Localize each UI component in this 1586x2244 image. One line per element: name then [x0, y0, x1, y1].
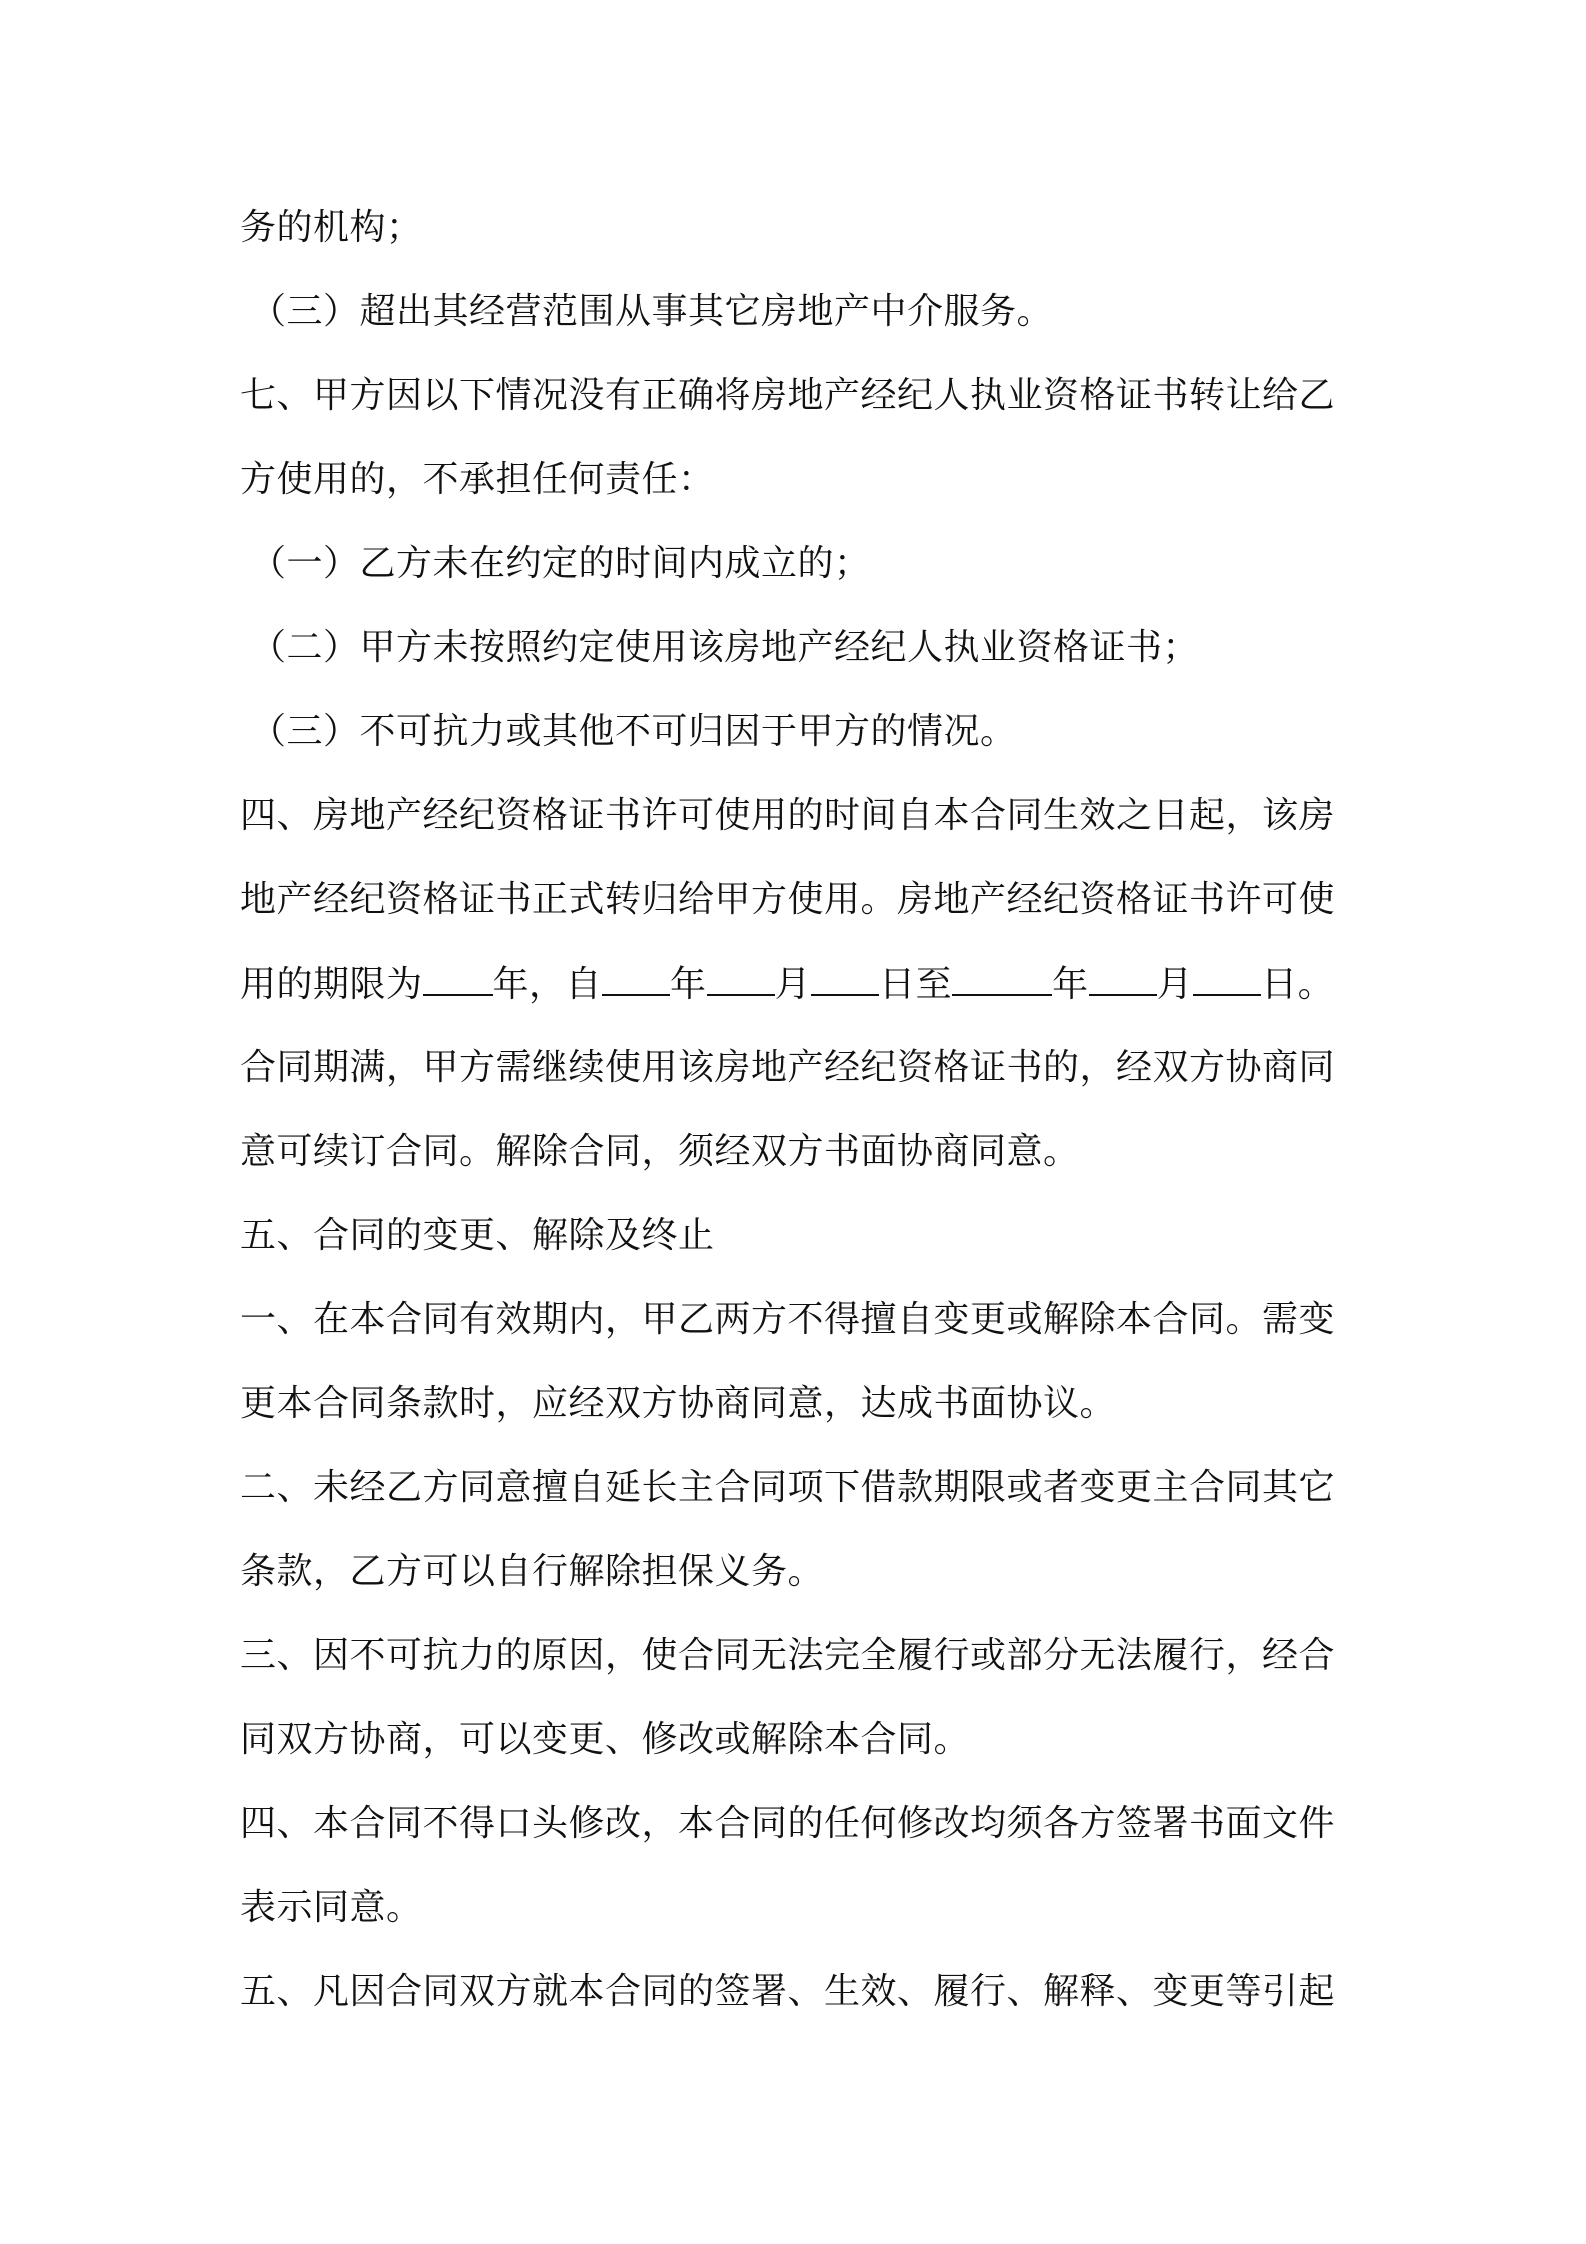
start-year-unit: 年	[670, 964, 707, 1005]
text-line: 一、在本合同有效期内，甲乙两方不得擅自变更或解除本合同。需变	[240, 1299, 1336, 1340]
text-line: 四、房地产经纪资格证书许可使用的时间自本合同生效之日起，该房	[240, 795, 1336, 836]
text-line: 地产经纪资格证书正式转归给甲方使用。房地产经纪资格证书许可使	[240, 879, 1336, 920]
text-line: 二、未经乙方同意擅自延长主合同项下借款期限或者变更主合同其它	[240, 1467, 1336, 1508]
text-line: 四、本合同不得口头修改，本合同的任何修改均须各方签署书面文件	[240, 1803, 1336, 1844]
blank-end-day[interactable]	[1193, 960, 1261, 996]
text-line: 更本合同条款时，应经双方协商同意，达成书面协议。	[240, 1383, 1117, 1424]
text-line: 方使用的，不承担任何责任：	[240, 459, 715, 500]
text-line: （三）超出其经营范围从事其它房地产中介服务。	[250, 291, 1054, 332]
blank-end-year[interactable]	[952, 960, 1052, 996]
term-line	[240, 960, 1360, 1008]
text-line: 合同期满，甲方需继续使用该房地产经纪资格证书的，经双方协商同	[240, 1047, 1336, 1088]
blank-start-year[interactable]	[602, 960, 670, 996]
start-day-unit: 日	[879, 964, 916, 1005]
text-line: 务的机构；	[240, 207, 423, 248]
end-day-unit: 日。	[1261, 964, 1335, 1005]
text-line: （一）乙方未在约定的时间内成立的；	[250, 543, 871, 584]
text-line: 五、凡因合同双方就本合同的签署、生效、履行、解释、变更等引起	[240, 1971, 1336, 2012]
text-line: 条款，乙方可以自行解除担保义务。	[240, 1551, 825, 1592]
term-from: ，自	[529, 964, 603, 1005]
section-heading: 五、合同的变更、解除及终止	[240, 1215, 715, 1256]
text-line: 表示同意。	[240, 1887, 423, 1928]
text-line: 三、因不可抗力的原因，使合同无法完全履行或部分无法履行，经合	[240, 1635, 1336, 1676]
term-year-unit: 年	[492, 964, 530, 1005]
text-line: 七、甲方因以下情况没有正确将房地产经纪人执业资格证书转让给乙	[240, 375, 1336, 416]
text-line: 意可续订合同。解除合同，须经双方书面协商同意。	[240, 1131, 1080, 1172]
blank-start-day[interactable]	[811, 960, 879, 996]
start-month-unit: 月	[774, 964, 812, 1005]
text-line: （二）甲方未按照约定使用该房地产经纪人执业资格证书；	[250, 627, 1200, 668]
blank-term-years[interactable]	[423, 960, 493, 996]
text-line: （三）不可抗力或其他不可归因于甲方的情况。	[250, 711, 1017, 752]
blank-start-month[interactable]	[707, 960, 775, 996]
term-prefix: 用的期限为	[240, 964, 423, 1005]
blank-end-month[interactable]	[1089, 960, 1157, 996]
text-line: 同双方协商，可以变更、修改或解除本合同。	[240, 1719, 971, 1760]
end-year-unit: 年	[1052, 964, 1089, 1005]
end-month-unit: 月	[1156, 964, 1194, 1005]
term-to: 至	[915, 964, 953, 1005]
